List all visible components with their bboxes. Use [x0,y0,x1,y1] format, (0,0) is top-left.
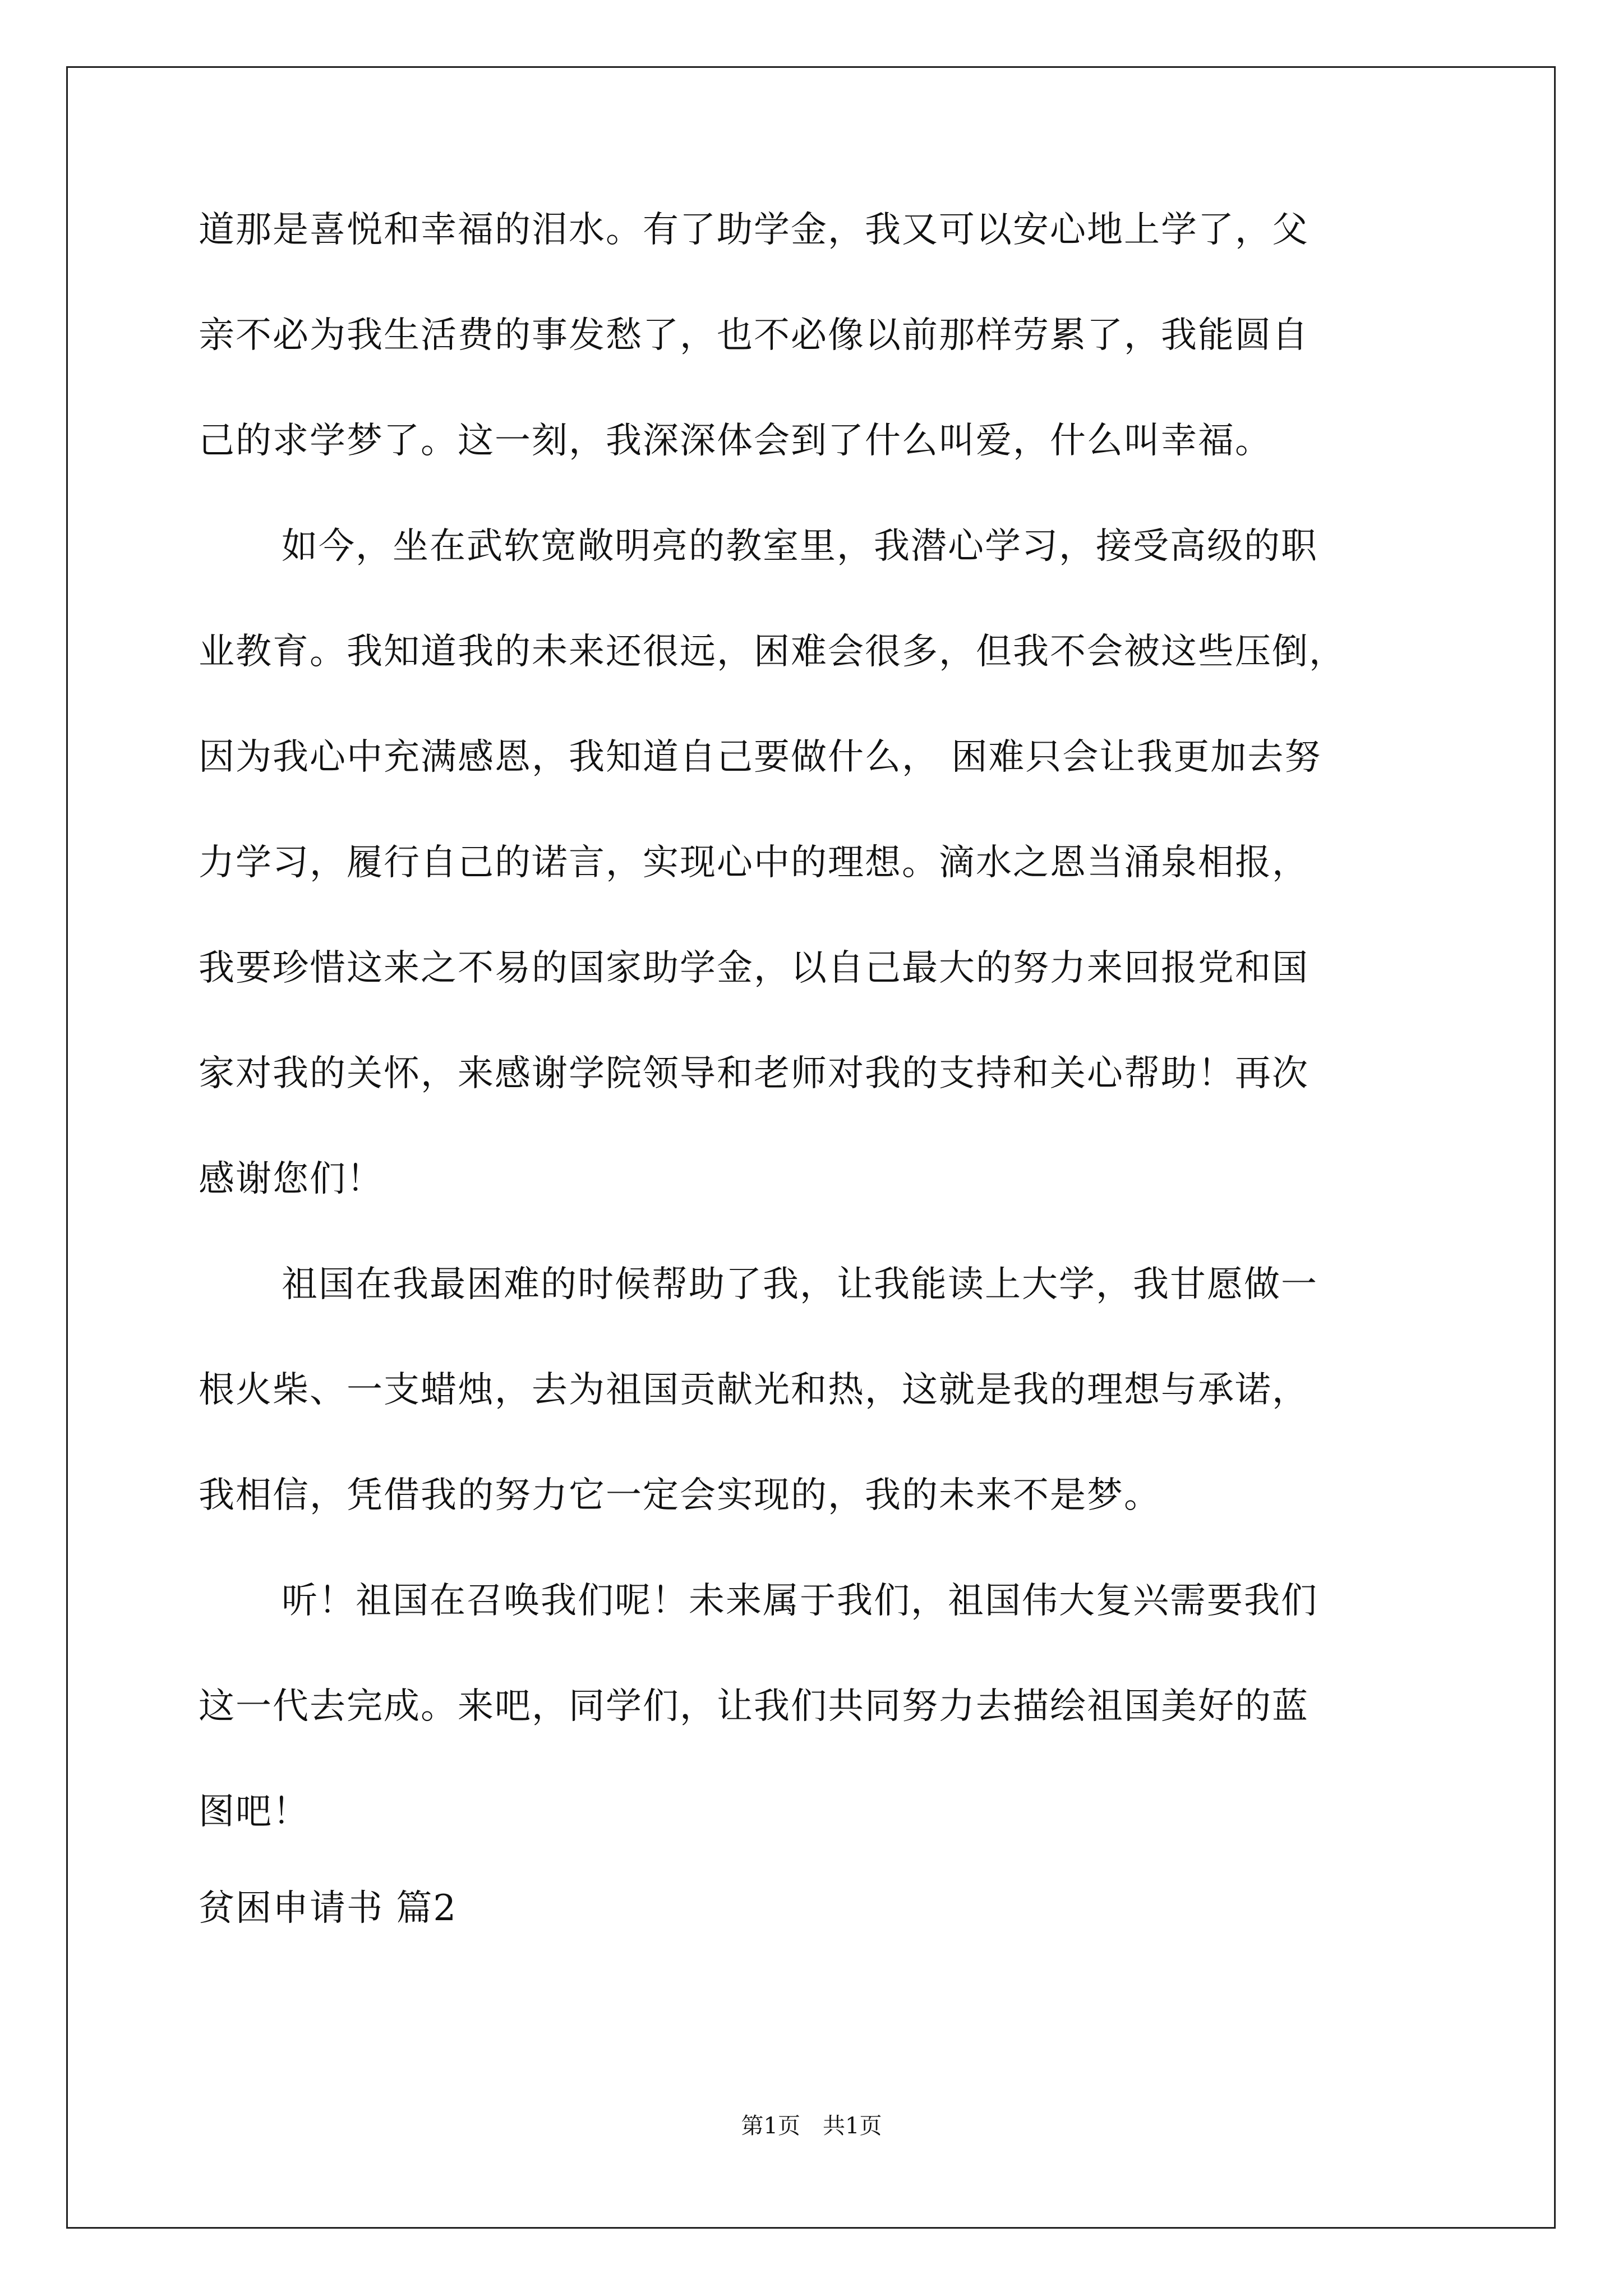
text-line: 图吧！ [199,1791,310,1833]
text-line: 这一代去完成。来吧，同学们，让我们共同努力去描绘祖国美好的蓝 [199,1686,1309,1727]
text-line: 家对我的关怀，来感谢学院领导和老师对我的支持和关心帮助！再次 [199,1053,1309,1094]
text-line: 力学习，履行自己的诺言，实现心中的理想。滴水之恩当涌泉相报， [199,842,1309,884]
page-number: 第1页 [741,2113,800,2139]
text-line: 己的求学梦了。这一刻，我深深体会到了什么叫爱，什么叫幸福。 [199,420,1272,462]
paragraph-first-line: 听！祖国在召唤我们呢！未来属于我们，祖国伟大复兴需要我们 [282,1580,1318,1622]
section-heading: 贫困申请书 篇2 [199,1888,458,1929]
page-total: 共1页 [823,2113,882,2139]
paragraph-first-line: 祖国在我最困难的时候帮助了我，让我能读上大学，我甘愿做一 [282,1264,1318,1305]
text-line: 我要珍惜这来之不易的国家助学金，以自己最大的努力来回报党和国 [199,947,1309,989]
text-line: 根火柴、一支蜡烛，去为祖国贡献光和热，这就是我的理想与承诺， [199,1369,1309,1411]
text-line: 亲不必为我生活费的事发愁了，也不必像以前那样劳累了，我能圆自 [199,315,1309,356]
text-line: 我相信，凭借我的努力它一定会实现的，我的未来不是梦。 [199,1475,1161,1516]
text-line: 感谢您们！ [199,1158,384,1200]
text-line: 因为我心中充满感恩，我知道自己要做什么， 困难只会让我更加去努 [199,737,1322,778]
paragraph-first-line: 如今，坐在武软宽敞明亮的教室里，我潜心学习，接受高级的职 [282,526,1318,567]
page-footer [0,2109,1623,2143]
text-line: 道那是喜悦和幸福的泪水。有了助学金，我又可以安心地上学了，父 [199,209,1309,251]
text-line: 业教育。我知道我的未来还很远，困难会很多，但我不会被这些压倒， [199,631,1346,673]
